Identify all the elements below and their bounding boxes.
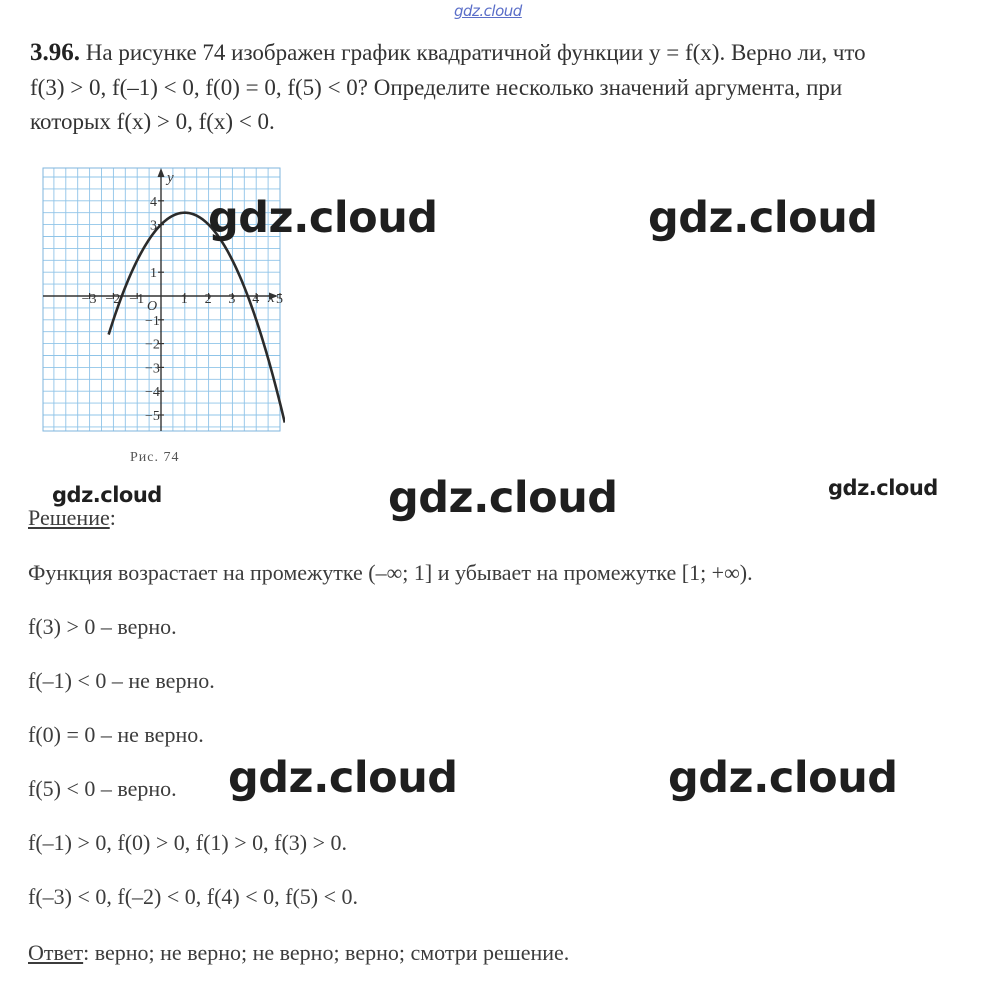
x-tick-label: −3 [81, 292, 97, 307]
watermark-1: gdz.cloud [208, 193, 438, 243]
watermark-6: gdz.cloud [228, 753, 458, 803]
y-tick-label: −2 [145, 337, 160, 353]
y-axis-arrow [158, 168, 165, 177]
solution-heading-colon: : [109, 505, 116, 530]
watermark-2: gdz.cloud [648, 193, 878, 243]
y-tick-label: −4 [145, 385, 160, 401]
y-tick-label: −3 [145, 361, 160, 377]
x-tick-label: −2 [105, 292, 121, 307]
figure-caption: Рис. 74 [130, 450, 180, 465]
x-tick-label: 3 [228, 292, 236, 307]
watermark-5: gdz.cloud [828, 476, 938, 500]
x-axis-label: x [268, 290, 275, 306]
problem-line-3: которых f(x) > 0, f(x) < 0. [30, 109, 275, 134]
x-tick-label: 5 [276, 292, 283, 307]
problem-line-1 [30, 36, 866, 70]
solution-line-5: f(5) < 0 – верно. [28, 776, 177, 801]
x-tick-label: −1 [129, 292, 145, 307]
solution-heading [28, 505, 116, 531]
solution-line-1: Функция возрастает на промежутке (–∞; 1] и убывает на промежутке [1; +∞). [28, 560, 753, 585]
y-axis-label: y [167, 170, 174, 186]
x-tick-label: 4 [252, 292, 260, 307]
watermark-3: gdz.cloud [52, 483, 162, 507]
y-tick-label: 1 [150, 266, 157, 282]
problem-text-1: На рисунке 74 изображен график квадратичной функции y = f(x). Верно ли, что [85, 40, 866, 65]
answer-line [28, 940, 569, 966]
x-tick-label: 1 [180, 292, 188, 307]
y-tick-label: −1 [145, 313, 160, 329]
watermark-4: gdz.cloud [388, 473, 618, 523]
solution-line-4: f(0) = 0 – не верно. [28, 722, 204, 747]
problem-number: 3.96. [30, 39, 80, 66]
solution-line-3: f(–1) < 0 – не верно. [28, 668, 215, 693]
problem-line-2: f(3) > 0, f(–1) < 0, f(0) = 0, f(5) < 0? Определите несколько значений аргумента, при [30, 75, 843, 100]
solution-line-6: f(–1) > 0, f(0) > 0, f(1) > 0, f(3) > 0. [28, 830, 348, 855]
solution-line-7: f(–3) < 0, f(–2) < 0, f(4) < 0, f(5) < 0. [28, 884, 359, 909]
y-tick-label: 4 [150, 194, 157, 210]
solution-heading-text: Решение [28, 505, 110, 530]
y-tick-label: 3 [150, 218, 157, 234]
watermark-top: gdz.cloud [454, 2, 522, 20]
answer-label: Ответ [28, 940, 84, 965]
origin-label: O [147, 299, 158, 314]
answer-text: : верно; не верно; не верно; верно; смотри решение. [83, 940, 570, 965]
y-tick-label: −5 [145, 409, 160, 424]
watermark-7: gdz.cloud [668, 753, 898, 803]
solution-line-2: f(3) > 0 – верно. [28, 614, 177, 639]
x-tick-label: 2 [204, 292, 212, 307]
